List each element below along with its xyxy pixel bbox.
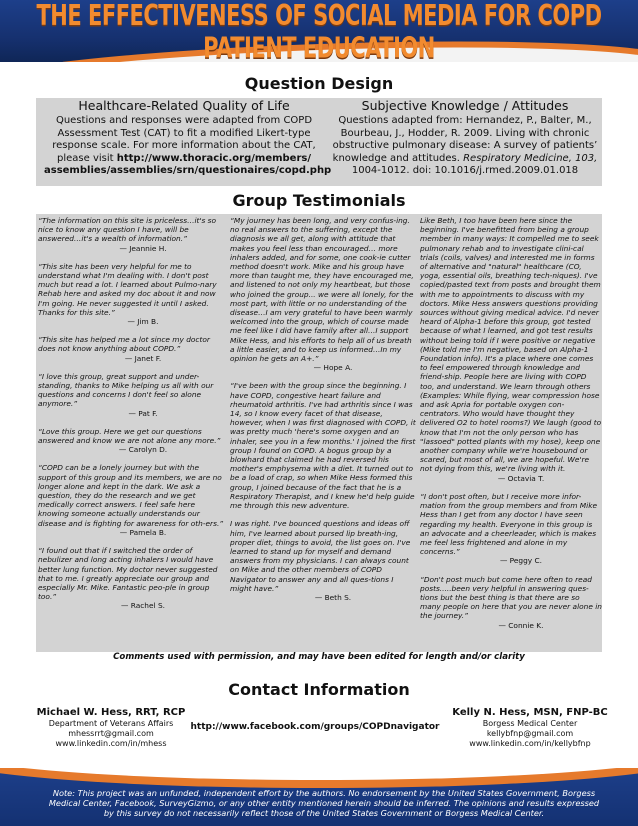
testimonial-quote: “Don't post much but come here often to read posts.....been very helpful in answering ques-tions but the best thing is that there are so many people on here that you are never alone in the journey.” [420, 574, 602, 621]
qol-line: Assessment Test (CAT) to fit a modified Likert-type [57, 127, 311, 139]
contact-email[interactable]: mhessrrt@gmail.com [68, 729, 154, 738]
cat-link-continued[interactable]: assemblies/assemblies/srn/questionaires/copd.php [44, 165, 332, 177]
testimonial-author: — Beth S. [314, 592, 352, 602]
permission-footnote: Comments used with permission, and may have been edited for length and/or clarity [113, 652, 525, 662]
contact-title: Contact Information [228, 680, 410, 699]
contact-linkedin[interactable]: www.linkedin.com/in/kellybfnp [469, 739, 591, 748]
testimonial-quote: Like Beth, I too have been here since the beginning. I've benefitted from being a group member in many ways: It compelled me to seek pulmonary rehab and to investigate clini-cal trials (coils, valves) and interested me in forms of alternative and "natural" healthcare (CO, yoga, essential oils, breathing tech-niques). I've copied/pasted text from posts and brought them with me to appointments to discuss with my doctors. Mike Hess answers questions providing sources without giving medical advice. I'd never heard of Alpha-1 before this group, got tested because of what I learned, and got test results without being told if I were positive or negative (Mike told me I'm negative, based on Alpha-1 Foundation info). It's a place where one comes to feel empowered through knowledge and friend-ship. People here are living with COPD too, and understand. We learn through others (Examples: While flying, wear compression hose and ask Apria for portable oxygen con-centrators. Who would have thought they delivered O2 to hotel rooms?) We laugh (good to know that I'm not the only person who has "lassoed" potted plants with my hose), keep one another company while we're housebound or scared, but most of all, we are hopeful. We're not dying from this, we're living with it. [420, 216, 602, 474]
testimonial-quote: “Love this group. Here we get our questions answered and know we are not alone any more.” [38, 426, 221, 446]
testimonial-author: — Connie K. [498, 620, 544, 630]
testimonial-quote: “The information on this site is priceless…it's so nice to know any question I have, will be answered…it's a wealth of information.” [38, 216, 217, 244]
journal-name: Respiratory Medicine, 103, [463, 152, 598, 164]
contact-affiliation: Borgess Medical Center [482, 719, 578, 728]
quality-of-life-column [44, 98, 332, 178]
contact-linkedin[interactable]: www.linkedin.com/in/mhess [55, 739, 167, 748]
contact-name: Kelly N. Hess, MSN, FNP-BC [452, 707, 608, 718]
testimonial-quote: “I found out that if I switched the order of nebulizer and long acting inhalers I would have better lung function. My doctor never suggested that to me. I greatly appreciate our group and especially Mr. Mike. Fantastic peo-ple in group too.” [38, 546, 218, 602]
testimonial-author: — Hope A. [313, 363, 353, 373]
contact-email[interactable]: kellybfnp@gmail.com [486, 729, 574, 738]
testimonial-quote: “I've been with the group since the beginning. I have COPD, congestive heart failure and rheumatoid arthritis. I've had arthritis since I was 14, so I know every facet of that disease, however, when I was first diagnosed with COPD, it was pretty much 'here's some oxygen and an inhaler, see you in a few months.' I joined the first group I found on COPD. A bogus group by a blowhard that claimed he had reversed his mother's emphysema with a diet. It turned out to be a load of crap, so when Mike Hess formed this group, I joined because of the fact that he is a Respiratory Therapist, and I knew he'd help guide me through this new adventure. [230, 381, 416, 511]
poster-title: THE EFFECTIVENESS OF SOCIAL MEDIA FOR COPD PATIENT EDUCATION [36, 0, 602, 62]
testimonial-author: — Carolyn D. [118, 445, 168, 455]
knowledge-line: Questions adapted from: Hernandez, P., Balter, M., [338, 115, 592, 126]
facebook-group-link[interactable]: http://www.facebook.com/groups/COPDnavigator [190, 722, 440, 732]
testimonials-column-1 [38, 216, 228, 620]
testimonial-author: — Rachel S. [121, 601, 165, 611]
question-design-title: Question Design [244, 74, 394, 93]
testimonials-title: Group Testimonials [232, 191, 406, 210]
qol-line: response scale. For more information about the CAT, [52, 140, 316, 152]
contact-michael [36, 706, 186, 749]
testimonial-quote: “My journey has been long, and very confus-ing. no real answers to the suffering, except the diagnosis we all get, along with attitude that makes you feel less than encouraged… more inhalers added, and for some, one cook-ie cutter method doesn't work. Mike and his group have more than taught me, they have encouraged me, and listened to not only my heartbeat, but those who joined the group... we were all lonely, for the most part, with little or no understanding of the disease…I am very grateful to have been warmly welcomed into the group, which of course made me feel like I did have family after all…I support Mike Hess, and his efforts to help all of us breath a little easier, and to keep us informed…In my opinion he gets an A+.” [230, 216, 414, 364]
testimonial-quote: “I love this group, great support and under-standing, thanks to Mike helping us all with our questions and concerns I don't feel so alone anymore.” [38, 371, 214, 409]
testimonial-author: — Peggy C. [499, 556, 543, 566]
knowledge-line: 1004-1012. doi: 10.1016/j.rmed.2009.01.018 [351, 165, 579, 177]
contact-name: Michael W. Hess, RRT, RCP [36, 707, 186, 718]
testimonial-author: — Pat F. [128, 408, 158, 418]
testimonials-column-2 [230, 216, 416, 611]
question-design-box [36, 98, 602, 186]
testimonial-author: — Octavia T. [497, 473, 545, 483]
testimonial-quote: “COPD can be a lonely journey but with the support of this group and its members, we are no longer alone and kept in the dark. We ask a question, they do the research and we get medically correct answers. I feel safe here knowing someone actually understands our disease and is fighting for awareness for oth-ers.” [38, 463, 224, 528]
testimonial-author: — Jim B. [127, 317, 159, 327]
quality-of-life-heading: Healthcare-Related Quality of Life [78, 98, 290, 113]
contact-kelly [440, 706, 620, 749]
testimonial-quote: “This site has helped me a lot since my doctor does not know anything about COPD.” [38, 335, 210, 354]
knowledge-line-prefix: knowledge and attitudes. [332, 152, 464, 164]
qol-link-line [44, 153, 324, 166]
testimonials-box [36, 214, 602, 662]
footer-banner [0, 768, 638, 826]
knowledge-line: Bourbeau, J., Hodder, R. 2009. Living with chronic [340, 127, 590, 139]
knowledge-line [332, 153, 598, 166]
knowledge-heading: Subjective Knowledge / Attitudes [361, 98, 569, 113]
qol-line: Questions and responses were adapted from COPD [55, 115, 313, 126]
testimonial-author: — Janet F. [124, 353, 162, 363]
knowledge-column [332, 98, 598, 178]
testimonial-quote: “This site has been very helpful for me to understand what I'm dealing with. I don't post much but read a lot. I learned about Pulmo-nary Rehab here and asked my doc about it and now I'm going. He never suggested it until I asked. Thanks for this site.” [38, 261, 217, 317]
qol-link-prefix: please visit [57, 152, 117, 164]
disclaimer-note: Note: This project was an unfunded, independent effort by the authors. No endorsement by the United States Government, Borgess Medical Center, Facebook, SurveyGizmo, or any other entity mentioned herein should be inferred. The opinions and results expressed by this survey do not necessarily reflect those of the United States Government or Borgess Medical Center. [48, 788, 600, 819]
testimonial-author: — Jeannie H. [119, 243, 167, 253]
testimonials-column-3 [420, 216, 602, 639]
contact-affiliation: Department of Veterans Affairs [48, 719, 174, 728]
testimonial-quote: I was right. I've bounced questions and ideas off him, I've learned about pursed lip breath-ing, proper diet, things to avoid, the list goes on. I've learned to stand up for myself and demand answers from my physicians. I can always count on Mike and the other members of COPD Navigator to answer any and all ques-tions I might have.” [230, 519, 411, 593]
testimonial-quote: “I don't post often, but I receive more infor-mation from the group members and from Mike Hess than I get from any doctor I have seen regarding my health. Everyone in this group is an advocate and a cheerleader, which is makes me feel less frightened and alone in my concerns.” [420, 491, 598, 557]
cat-link[interactable]: http://www.thoracic.org/members/ [116, 152, 311, 164]
testimonial-author: — Pamela B. [119, 527, 167, 537]
header-banner [0, 0, 638, 62]
knowledge-line: obstructive pulmonary disease: A survey of patients’ [332, 140, 598, 152]
